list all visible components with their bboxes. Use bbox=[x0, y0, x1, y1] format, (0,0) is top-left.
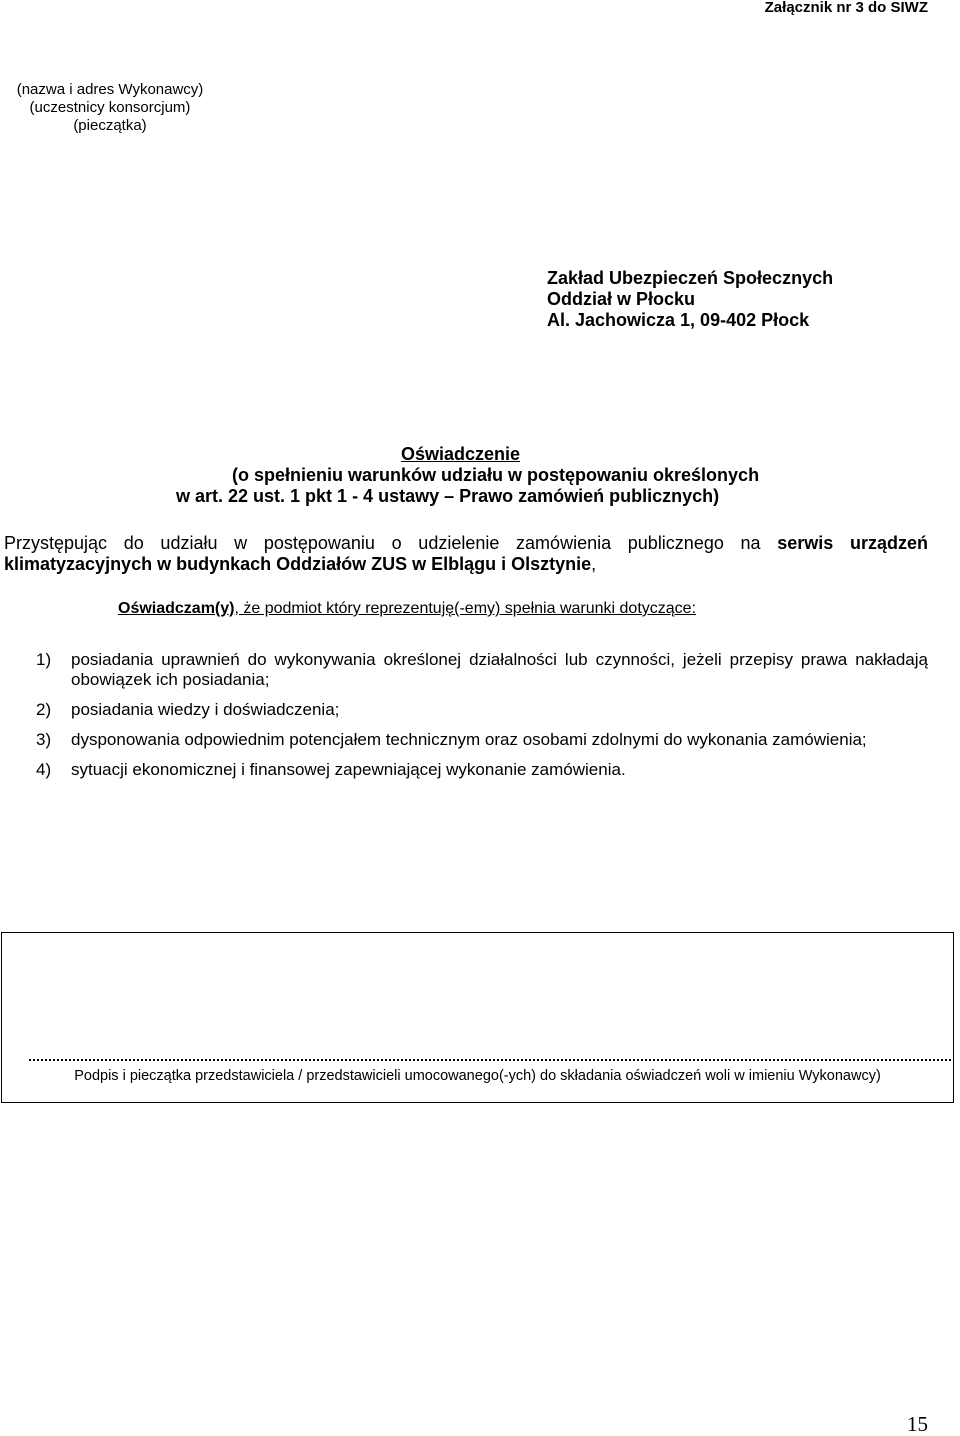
condition-number: 2) bbox=[36, 700, 52, 719]
condition-text: dysponowania odpowiednim potencjałem technicznym oraz osobami zdolnymi do wykonania zamówienia; bbox=[71, 730, 867, 749]
declaration-rest: , że podmiot który reprezentuję(-emy) spełnia warunki dotyczące: bbox=[234, 600, 697, 617]
document-subtitle-line2: w art. 22 ust. 1 pkt 1 - 4 ustawy – Prawo zamówień publicznych) bbox=[176, 486, 720, 506]
intro-suffix: , bbox=[591, 554, 597, 574]
condition-item bbox=[36, 650, 928, 690]
intro-paragraph bbox=[4, 533, 928, 575]
condition-item bbox=[36, 760, 928, 780]
intro-subject: serwis urządzeń klimatyzacyjnych w budynkach Oddziałów ZUS w Elblągu i Olsztynie bbox=[4, 533, 928, 574]
addressee-branch: Oddział w Płocku bbox=[547, 289, 696, 309]
condition-text: sytuacji ekonomicznej i finansowej zapewniającej wykonanie zamówienia. bbox=[71, 760, 626, 779]
declaration-statement bbox=[118, 599, 696, 619]
signature-line bbox=[29, 1049, 951, 1061]
page-number: 15 bbox=[907, 1412, 928, 1436]
document-subtitle-line1: (o spełnieniu warunków udziału w postępowaniu określonych bbox=[232, 465, 760, 485]
condition-item bbox=[36, 700, 928, 720]
addressee-address: Al. Jachowicza 1, 09-402 Płock bbox=[547, 310, 810, 330]
addressee-institution: Zakład Ubezpieczeń Społecznych bbox=[547, 268, 834, 288]
document-title: Oświadczenie bbox=[401, 444, 521, 464]
contractor-stamp-block bbox=[0, 81, 220, 135]
condition-number: 1) bbox=[36, 650, 52, 669]
contractor-name-line: (nazwa i adres Wykonawcy) bbox=[16, 81, 204, 98]
condition-number: 4) bbox=[36, 760, 52, 779]
signature-box bbox=[1, 932, 954, 1103]
condition-text: posiadania wiedzy i doświadczenia; bbox=[71, 700, 340, 719]
annex-label: Załącznik nr 3 do SIWZ bbox=[764, 0, 928, 16]
contractor-consortium-line: (uczestnicy konsorcjum) bbox=[29, 99, 191, 116]
condition-item bbox=[36, 730, 928, 750]
conditions-list bbox=[36, 650, 928, 780]
intro-prefix: Przystępując do udziału w postępowaniu o udzielenie zamówienia publicznego na bbox=[4, 533, 778, 553]
declaration-lead: Oświadczam(y) bbox=[118, 600, 235, 617]
contractor-stamp-line: (pieczątka) bbox=[73, 117, 147, 134]
condition-number: 3) bbox=[36, 730, 52, 749]
condition-text: posiadania uprawnień do wykonywania określonej działalności lub czynności, jeżeli przepisy prawa nakładają obowiązek ich posiadania; bbox=[71, 650, 928, 689]
signature-caption: Podpis i pieczątka przedstawiciela / przedstawicieli umocowanego(-ych) do składania oświadczeń woli w imieniu Wykonawcy) bbox=[74, 1068, 881, 1084]
addressee-block bbox=[547, 268, 833, 331]
